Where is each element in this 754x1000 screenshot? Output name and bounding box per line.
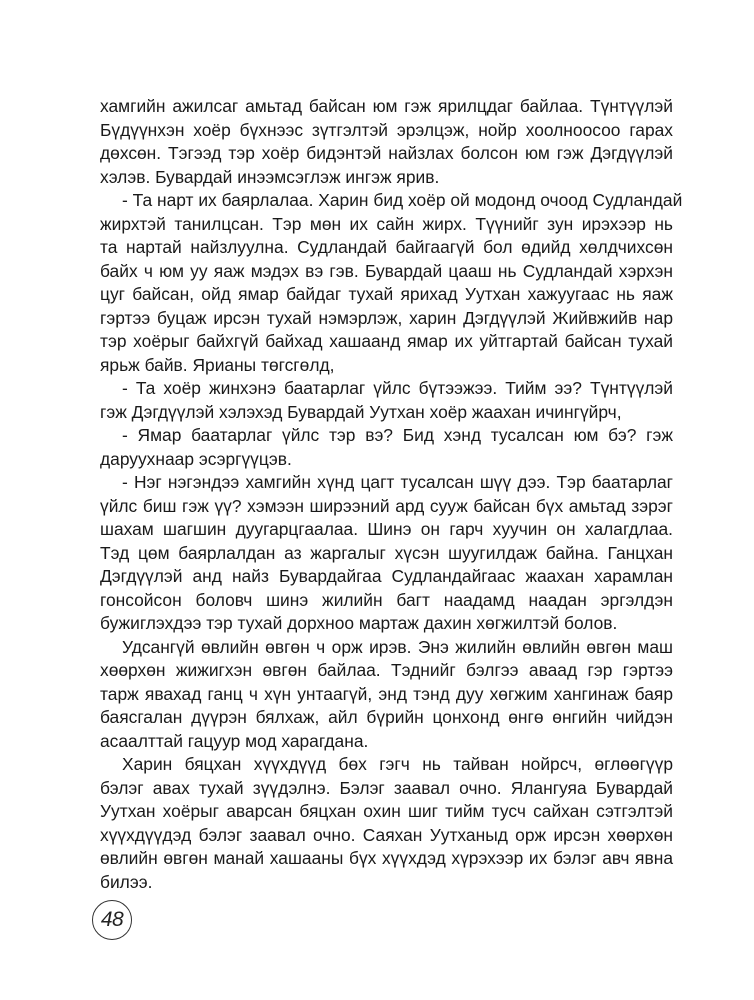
text-line: дөхсөн. Тэгээд тэр хоёр бидэнтэй найзлах болсон юм гэж Дэгдүүлэй [100, 143, 673, 163]
text-line: цуг байсан, ойд ямар байдаг тухай ярихад Уутхан хажуугаас нь яаж [100, 284, 673, 304]
text-line: тарж явахад ганц ч хүн унтаагүй, энд тэнд дуу хөгжим хангинаж баяр [100, 683, 673, 704]
text-line: гэртээ буцаж ирсэн тухай нэмэрлэж, харин Дэгдүүлэй Жийвжийв нар [100, 307, 673, 328]
page-number: 48 [100, 908, 124, 931]
text-line: хүүхдүүдэд бэлэг заавал очно. Саяхан Уутханыд орж ирсэн хөөрхөн [100, 824, 673, 845]
page-body-text [100, 95, 683, 894]
text-line: тэр хоёрыг байхгүй байхад хашаанд ямар их уйтгартай байсан тухай [100, 331, 673, 351]
text-line: Тэд цөм баярлалдан аз жаргалыг хүсэн шуугилдаж байна. Ганцхан [100, 542, 673, 563]
text-line: шахам шагшин дуугарцгаалаа. Шинэ он гарч хуучин он халагдлаа. [100, 519, 673, 539]
text-line: ярьж байв. Ярианы төгсгөлд, [100, 354, 335, 375]
text-line: байх ч юм уу яаж мэдэх вэ гэв. Бувардай цааш нь Судландай хэрхэн [100, 260, 673, 281]
text-line: жирхтэй танилцсан. Тэр мөн их сайн жирх. Түүнийг зун ирэхээр нь [100, 213, 673, 234]
text-line: бужиглэхдээ тэр тухай дорхноо мартаж дахин хөгжилтэй болов. [100, 613, 618, 633]
page-number-badge [92, 900, 132, 940]
text-line: гонсойсон боловч шинэ жилийн багт наадамд наадан эргэлдэн [100, 589, 673, 610]
text-line: бэлэг авах тухай зүүдэлнэ. Бэлэг заавал очно. Ялангуяа Бувардай [100, 777, 673, 798]
text-line: өвлийн өвгөн манай хашааны бүх хүүхдэд хүрэхээр их бэлэг авч явна [100, 848, 673, 868]
text-line: - Та нарт их баярлалаа. Харин бид хоёр ой модонд очоод Судландай [122, 190, 683, 210]
text-line: Бүдүүнхэн хоёр бүхнээс зүтгэлтэй эрэлцэж, нойр хоолноосоо гарах [100, 119, 673, 140]
text-line: билээ. [100, 871, 153, 892]
text-line: асаалттай гацуур мод харагдана. [100, 730, 369, 751]
text-line: та нартай найзлуулна. Судландай байгаагүй бол өдийд хөлдчихсөн [100, 237, 673, 257]
text-line: - Ямар баатарлаг үйлс тэр вэ? Бид хэнд тусалсан юм бэ? гэж [122, 425, 673, 445]
text-line: Уутхан хоёрыг аварсан бяцхан охин шиг тийм тусч сайхан сэтгэлтэй [100, 801, 673, 821]
text-line: хэлэв. Бувардай инээмсэглэж ингэж ярив. [100, 166, 440, 187]
text-line: даруухнаар эсэргүүцэв. [100, 448, 292, 469]
text-line: Удсангүй өвлийн өвгөн ч орж ирэв. Энэ жилийн өвлийн өвгөн маш [122, 636, 673, 657]
text-line: - Нэг нэгэндээ хамгийн хүнд цагт тусалсан шүү дээ. Тэр баатарлаг [122, 472, 673, 492]
text-line: үйлс биш гэж үү? хэмээн ширээний ард сууж байсан бүх амьтад зэрэг [100, 495, 673, 516]
text-line: хамгийн ажилсаг амьтад байсан юм гэж ярилцдаг байлаа. Түнтүүлэй [100, 96, 673, 116]
text-line: - Та хоёр жинхэнэ баатарлаг үйлс бүтээжээ. Тийм ээ? Түнтүүлэй [122, 378, 673, 398]
text-line: гэж Дэгдүүлэй хэлэхэд Бувардай Уутхан хоёр жаахан ичингүйрч, [100, 401, 622, 422]
text-line: Харин бяцхан хүүхдүүд бөх гэгч нь тайван нойрсч, өглөөгүүр [122, 754, 673, 774]
text-line: Дэгдүүлэй анд найз Бувардайгаа Судландайгаас жаахан харамлан [100, 566, 673, 586]
text-line: хөөрхөн жижигхэн өвгөн байлаа. Тэднийг бэлгээ аваад гэр гэртээ [100, 660, 673, 680]
text-line: баясгалан дүүрэн бялхаж, айл бүрийн цонхонд өнгө өнгийн чийдэн [100, 707, 673, 727]
